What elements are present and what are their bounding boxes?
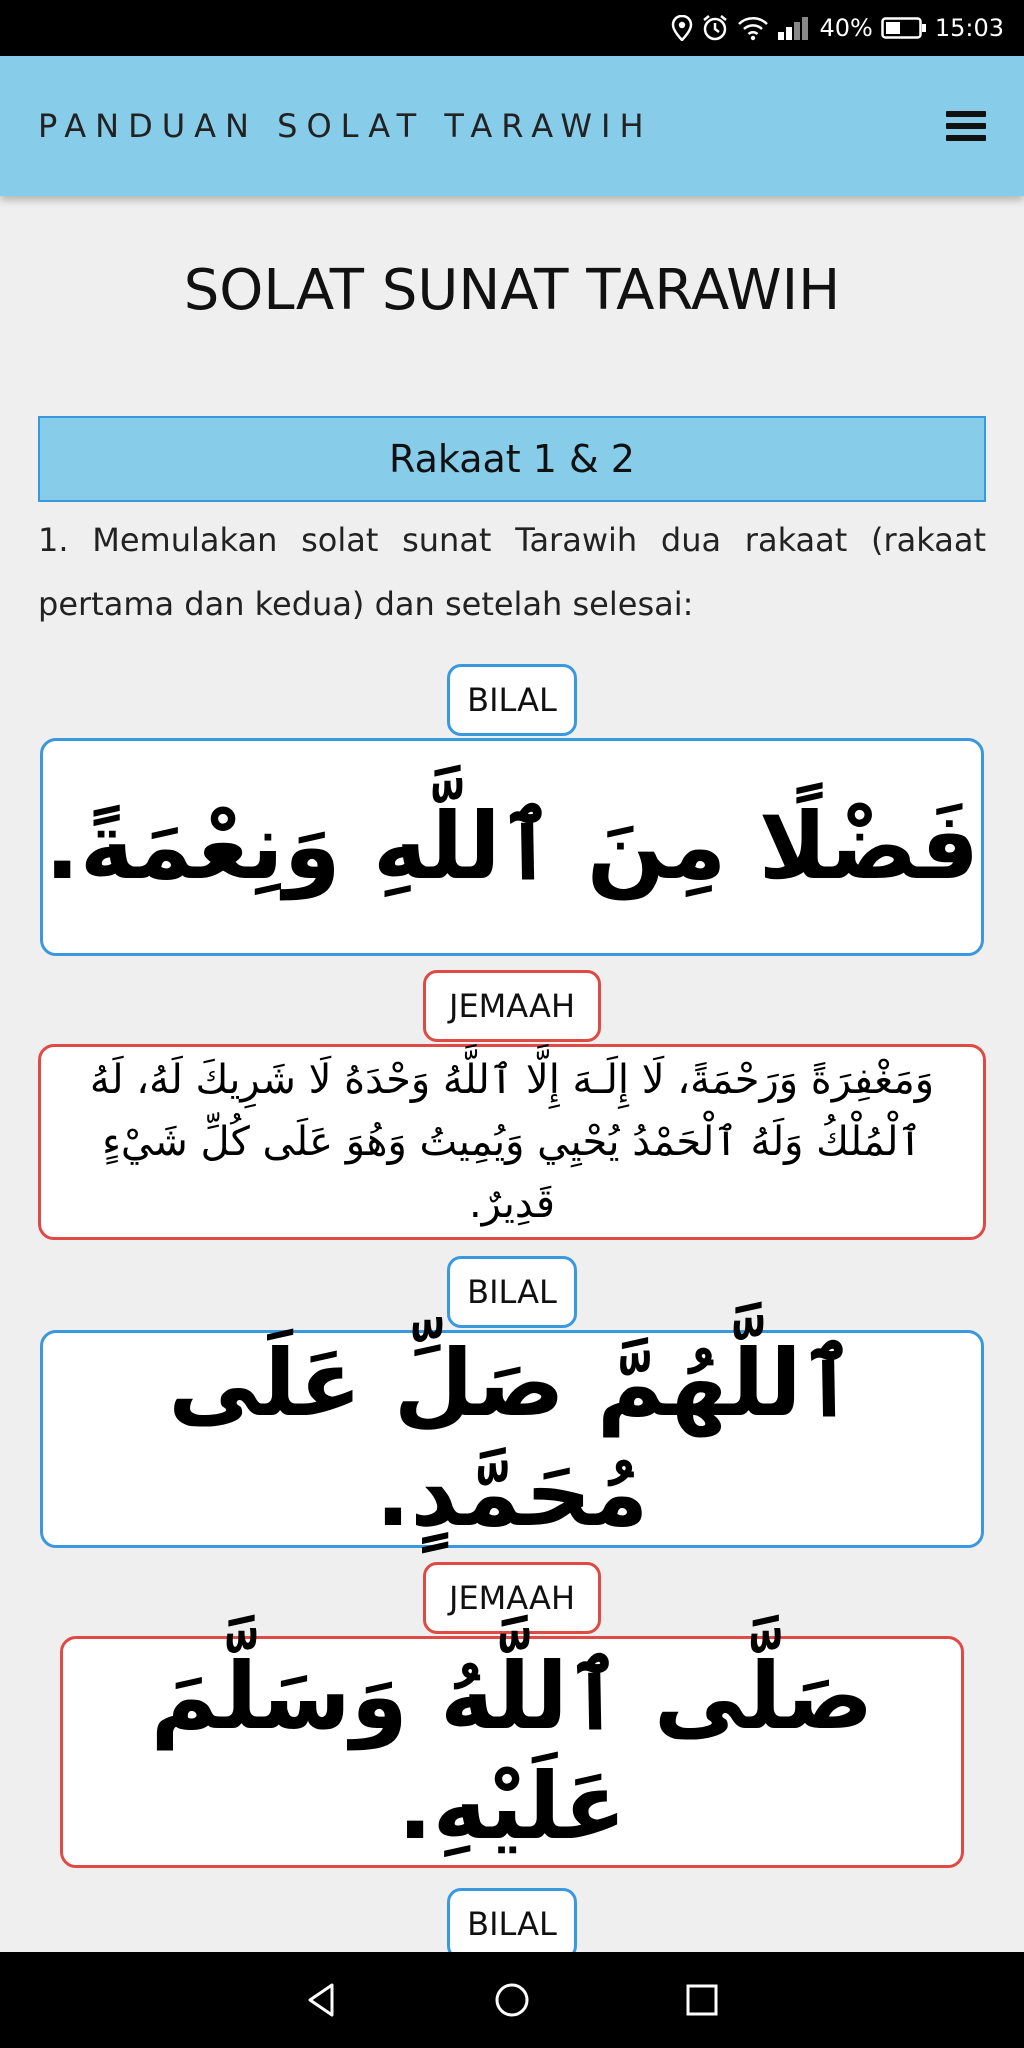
role-label-jemaah: JEMAAH xyxy=(423,1562,601,1634)
arabic-text-card: ٱللَّهُمَّ صَلِّ عَلَى مُحَمَّدٍ. xyxy=(40,1330,984,1548)
signal-icon xyxy=(777,16,811,40)
arabic-text-card: صَلَّى ٱللَّهُ وَسَلَّمَ عَلَيْهِ. xyxy=(60,1636,964,1868)
recents-icon[interactable] xyxy=(677,1975,727,2025)
navigation-bar xyxy=(0,1952,1024,2048)
arabic-text-card: وَمَغْفِرَةً وَرَحْمَةً، لَا إِلَـهَ إِلَّا ٱللَّهُ وَحْدَهُ لَا شَرِيكَ لَهُ، لَهُ ٱلْمُلْكُ وَلَهُ ٱلْحَمْدُ يُحْيِي وَيُمِيتُ وَهُوَ عَلَى كُلِّ شَيْءٍ قَدِيرٌ. xyxy=(38,1044,986,1240)
location-icon xyxy=(671,15,693,41)
role-label-bilal: BILAL xyxy=(447,1888,577,1952)
hamburger-menu-icon[interactable] xyxy=(946,106,986,146)
back-icon[interactable] xyxy=(297,1975,347,2025)
home-icon[interactable] xyxy=(487,1975,537,2025)
battery-icon xyxy=(881,16,927,40)
role-label-bilal: BILAL xyxy=(447,664,577,736)
battery-percent: 40% xyxy=(819,14,873,42)
app-title: PANDUAN SOLAT TARAWIH xyxy=(38,107,653,145)
clock: 15:03 xyxy=(934,14,1004,42)
app-header xyxy=(0,56,1024,196)
alarm-icon xyxy=(701,14,729,42)
arabic-text-card: فَضْلًا مِنَ ٱللَّهِ وَنِعْمَةً. xyxy=(40,738,984,956)
role-label-jemaah: JEMAAH xyxy=(423,970,601,1042)
status-bar xyxy=(0,0,1024,56)
role-label-bilal: BILAL xyxy=(447,1256,577,1328)
page-title: SOLAT SUNAT TARAWIH xyxy=(183,258,841,323)
main-content xyxy=(0,196,1024,1952)
section-header: Rakaat 1 & 2 xyxy=(38,416,986,502)
wifi-icon xyxy=(737,15,769,41)
instruction-text: 1. Memulakan solat sunat Tarawih dua rakaat (rakaat pertama dan kedua) dan setelah selesai: xyxy=(38,521,986,623)
